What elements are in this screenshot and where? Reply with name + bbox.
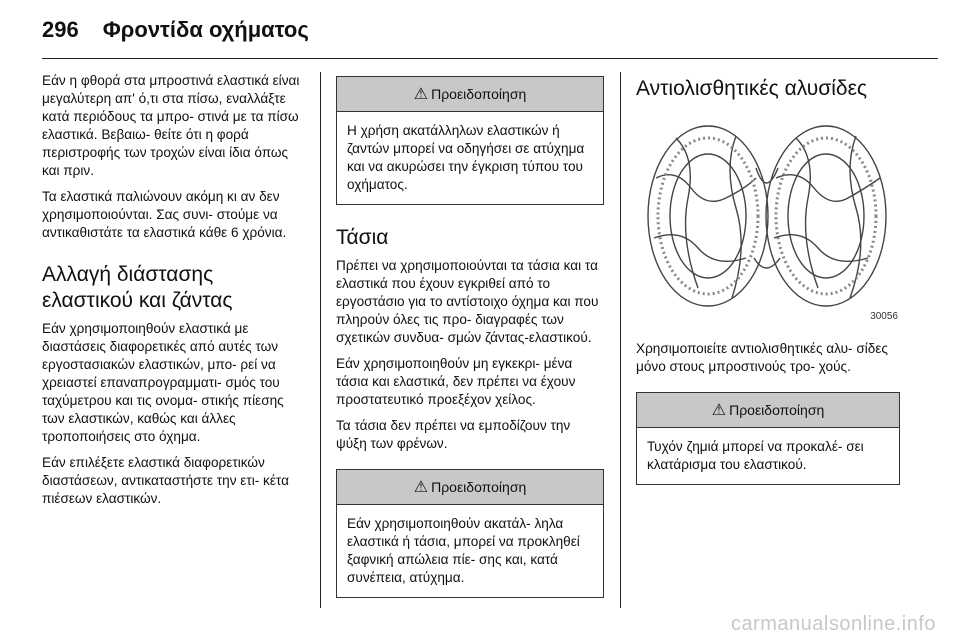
paragraph: Πρέπει να χρησιμοποιούνται τα τάσια και τα ελαστικά που έχουν εγκριθεί από το εργοστάσιο για το αντίστοιχο όχημα και που πληρούν όλες τις προ- διαγραφές των σχετικών συνδυα- σμών ζάντας-ελαστικού. xyxy=(336,258,599,345)
warning-text: Εάν χρησιμοποιηθούν ακατάλ- ληλα ελαστικά ή τάσια, μπορεί να προκληθεί ξαφνική απώλεια πίε- σης και, κατά συνέπεια, ατύχημα. xyxy=(347,516,580,585)
warning-header xyxy=(637,393,899,428)
snow-chains-illustration xyxy=(636,108,900,326)
column-right xyxy=(636,72,900,505)
warning-title: Προειδοποίηση xyxy=(729,402,825,418)
paragraph: Εάν επιλέξετε ελαστικά διαφορετικών διαστάσεων, αντικαταστήστε την ετι- κέτα πιέσεων ελαστικών. xyxy=(42,455,289,506)
column-divider xyxy=(320,72,321,608)
paragraph: Χρησιμοποιείτε αντιολισθητικές αλυ- σίδες μόνο στους μπροστινούς τρο- χούς. xyxy=(636,341,888,374)
warning-box xyxy=(336,469,604,598)
page-title: Φροντίδα οχήματος xyxy=(102,17,309,42)
warning-title: Προειδοποίηση xyxy=(431,479,527,495)
page-number: 296 xyxy=(42,17,79,42)
paragraph: Εάν χρησιμοποιηθούν μη εγκεκρι- μένα τάσια και ελαστικά, δεν πρέπει να έχουν προστατευτικό προεξέχον χείλος. xyxy=(336,356,576,407)
watermark: carmanualsonline.info xyxy=(730,613,936,635)
section-heading: Αλλαγή διάστασης ελαστικού και ζάντας xyxy=(42,263,233,312)
page-header xyxy=(42,10,309,50)
paragraph: Εάν η φθορά στα μπροστινά ελαστικά είναι μεγαλύτερη απ' ό,τι στα πίσω, εναλλάξτε κατά περιόδους τα μπρο- στινά με τα πίσω ελαστικά. Βεβαιω- θείτε ότι η φορά περιστροφής των τροχών είναι ίδια όπως και πριν. xyxy=(42,73,300,178)
warning-triangle-icon: ⚠ xyxy=(711,402,727,419)
warning-triangle-icon: ⚠ xyxy=(413,86,429,103)
warning-box xyxy=(636,392,900,485)
section-heading: Αντιολισθητικές αλυσίδες xyxy=(636,77,868,100)
figure-code: 30056 xyxy=(870,311,898,322)
warning-title: Προειδοποίηση xyxy=(431,86,527,102)
warning-header xyxy=(337,77,603,112)
column-divider xyxy=(620,72,621,608)
snow-chain-drawing xyxy=(636,108,900,326)
paragraph: Τα τάσια δεν πρέπει να εμποδίζουν την ψύξη των φρένων. xyxy=(336,418,571,451)
warning-text: Η χρήση ακατάλληλων ελαστικών ή ζαντών μπορεί να οδηγήσει σε ατύχημα και να ακυρώσει την έγκριση τύπου του οχήματος. xyxy=(347,123,585,192)
warning-triangle-icon: ⚠ xyxy=(413,479,429,496)
paragraph: Τα ελαστικά παλιώνουν ακόμη κι αν δεν χρησιμοποιούνται. Σας συνι- στούμε να αντικαθιστάτε τα ελαστικά κάθε 6 χρόνια. xyxy=(42,189,287,240)
warning-header xyxy=(337,470,603,505)
column-left xyxy=(42,72,304,516)
header-rule xyxy=(42,58,938,59)
warning-text: Τυχόν ζημιά μπορεί να προκαλέ- σει κλατάρισμα του ελαστικού. xyxy=(647,439,864,472)
paragraph: Εάν χρησιμοποιηθούν ελαστικά με διαστάσεις διαφορετικές από αυτές των εργοστασιακών ελαστικών, μπο- ρεί να χρειαστεί επαναπρογραμματι- σμός του ταχύμετρου και τις ονομα- στικής πίεσης των ελαστικών, καθώς και άλλες τροποποιήσεις στο όχημα. xyxy=(42,321,284,444)
column-middle xyxy=(336,76,604,618)
section-heading: Τάσια xyxy=(336,226,389,249)
warning-box xyxy=(336,76,604,205)
